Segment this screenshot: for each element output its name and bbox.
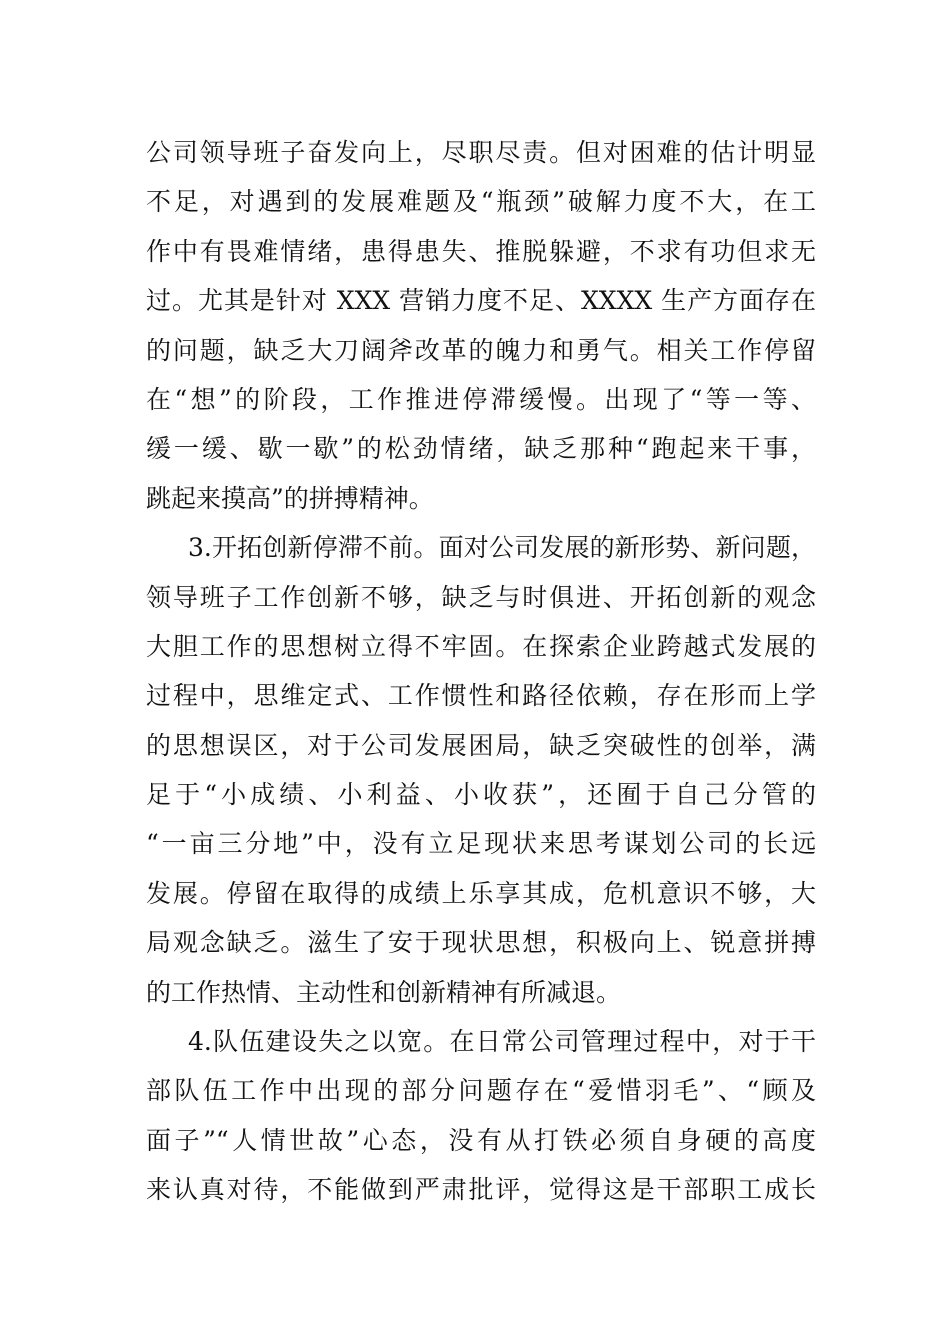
paragraph-heading-line: 3.开拓创新停滞不前。面对公司发展的新形势、新问题，	[188, 533, 816, 563]
paragraph-4	[146, 1017, 816, 1215]
document-body	[146, 128, 816, 1215]
text-line: 作中有畏难情绪，患得患失、推脱躲避，不求有功但求无	[146, 236, 816, 266]
text-line: 公司领导班子奋发向上，尽职尽责。但对困难的估计明显	[146, 138, 816, 167]
text-line: 来认真对待，不能做到严肃批评，觉得这是干部职工成长	[146, 1175, 816, 1205]
paragraph-heading-line: 4.队伍建设失之以宽。在日常公司管理过程中，对于干	[188, 1027, 816, 1057]
text-line: 局观念缺乏。滋生了安于现状思想，积极向上、锐意拼搏	[146, 928, 816, 958]
text-line: 领导班子工作创新不够，缺乏与时俱进、开拓创新的观念	[146, 582, 816, 612]
text-line: 发展。停留在取得的成绩上乐享其成，危机意识不够，大	[146, 878, 816, 908]
text-line: 过。尤其是针对 XXX 营销力度不足、XXXX 生产方面存在	[146, 286, 816, 316]
text-line: “一亩三分地”中，没有立足现状来思考谋划公司的长远	[146, 829, 816, 859]
paragraph-3	[146, 523, 816, 1017]
text-line: 部队伍工作中出现的部分问题存在“爱惜羽毛”、“顾及	[146, 1076, 816, 1106]
text-line: 大胆工作的思想树立得不牢固。在探索企业跨越式发展的	[146, 631, 816, 661]
text-line: 的思想误区，对于公司发展困局，缺乏突破性的创举，满	[146, 730, 816, 760]
text-line: 在“想”的阶段，工作推进停滞缓慢。出现了“等一等、	[146, 384, 816, 414]
text-line: 的工作热情、主动性和创新精神有所减退。	[146, 977, 622, 1007]
paragraph-continued	[146, 128, 816, 523]
text-line: 足于“小成绩、小利益、小收获”，还囿于自己分管的	[146, 780, 816, 810]
text-line: 不足，对遇到的发展难题及“瓶颈”破解力度不大，在工	[146, 187, 816, 217]
text-line: 的问题，缺乏大刀阔斧改革的魄力和勇气。相关工作停留	[146, 335, 816, 365]
text-line: 过程中，思维定式、工作惯性和路径依赖，存在形而上学	[146, 681, 816, 711]
text-line: 跳起来摸高”的拼搏精神。	[146, 483, 434, 513]
text-line: 面子”“人情世故”心态，没有从打铁必须自身硬的高度	[146, 1125, 816, 1155]
text-line: 缓一缓、歇一歇”的松劲情绪，缺乏那种“跑起来干事，	[146, 434, 816, 464]
